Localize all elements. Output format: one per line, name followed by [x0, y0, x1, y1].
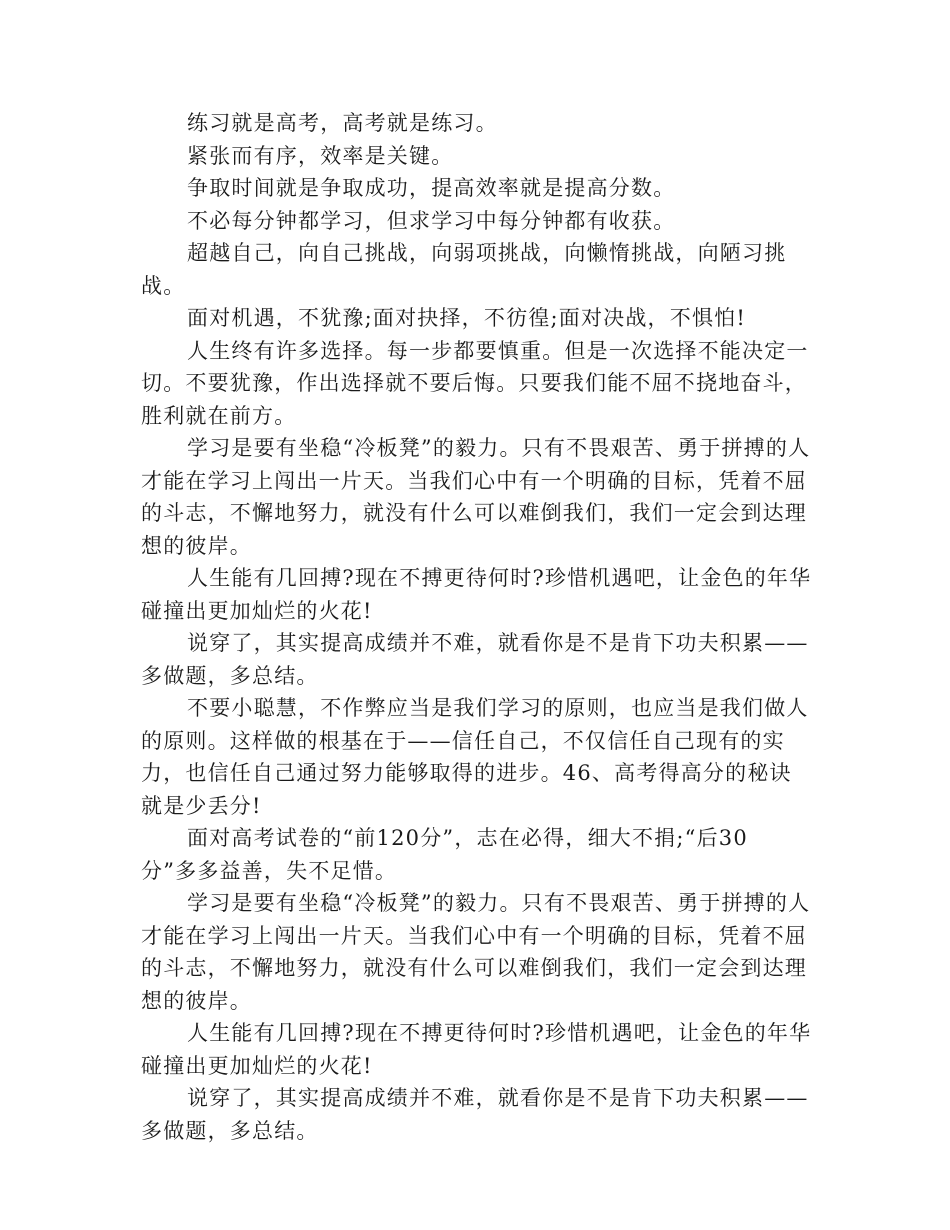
- paragraph: 说穿了，其实提高成绩并不难，就看你是不是肯下功夫积累——多做题，多总结。: [141, 631, 809, 688]
- paragraph: 面对高考试卷的“前120分”，志在必得，细大不捐;“后30 分”多多益善，失不足惜。: [141, 826, 748, 883]
- paragraph: 紧张而有序，效率是关键。: [187, 143, 454, 168]
- paragraph: 练习就是高考，高考就是练习。: [187, 111, 498, 135]
- paragraph: 面对机遇，不犹豫;面对抉择，不彷徨;面对决战，不惧怕!: [187, 306, 746, 330]
- document-body: [141, 107, 813, 1147]
- paragraph: 不必每分钟都学习，但求学习中每分钟都有收获。: [187, 208, 676, 233]
- paragraph: 人生终有许多选择。每一步都要慎重。但是一次选择不能决定一切。不要犹豫，作出选择就不要后悔。只要我们能不屈不挠地奋斗， 胜利就在前方。: [141, 338, 809, 428]
- paragraph: 不要小聪慧，不作弊应当是我们学习的原则，也应当是我们做人的原则。这样做的根基在于——信任自己，不仅信任自己现有的实力，也信任自己通过努力能够取得的进步。46、高考得高分的秘诀就是少丢分!: [141, 696, 809, 818]
- paragraph: 说穿了，其实提高成绩并不难，就看你是不是肯下功夫积累——多做题，多总结。: [141, 1086, 809, 1143]
- paragraph: 超越自己，向自己挑战，向弱项挑战，向懒惰挑战，向陋习挑战。: [141, 241, 787, 298]
- paragraph: 争取时间就是争取成功，提高效率就是提高分数。: [187, 176, 676, 200]
- paragraph: 人生能有几回搏?现在不搏更待何时?珍惜机遇吧，让金色的年华碰撞出更加灿烂的火花!: [141, 1021, 812, 1078]
- paragraph: 学习是要有坐稳“冷板凳”的毅力。只有不畏艰苦、勇于拼搏的人才能在学习上闯出一片天。当我们心中有一个明确的目标，凭着不屈的斗志，不懈地努力，就没有什么可以难倒我们，我们一定会到达理想的彼岸。: [141, 891, 811, 1013]
- paragraph: 人生能有几回搏?现在不搏更待何时?珍惜机遇吧，让金色的年华碰撞出更加灿烂的火花!: [141, 566, 812, 623]
- paragraph: 学习是要有坐稳“冷板凳”的毅力。只有不畏艰苦、勇于拼搏的人才能在学习上闯出一片天。当我们心中有一个明确的目标，凭着不屈的斗志，不懈地努力，就没有什么可以难倒我们，我们一定会到达理想的彼岸。: [141, 436, 811, 558]
